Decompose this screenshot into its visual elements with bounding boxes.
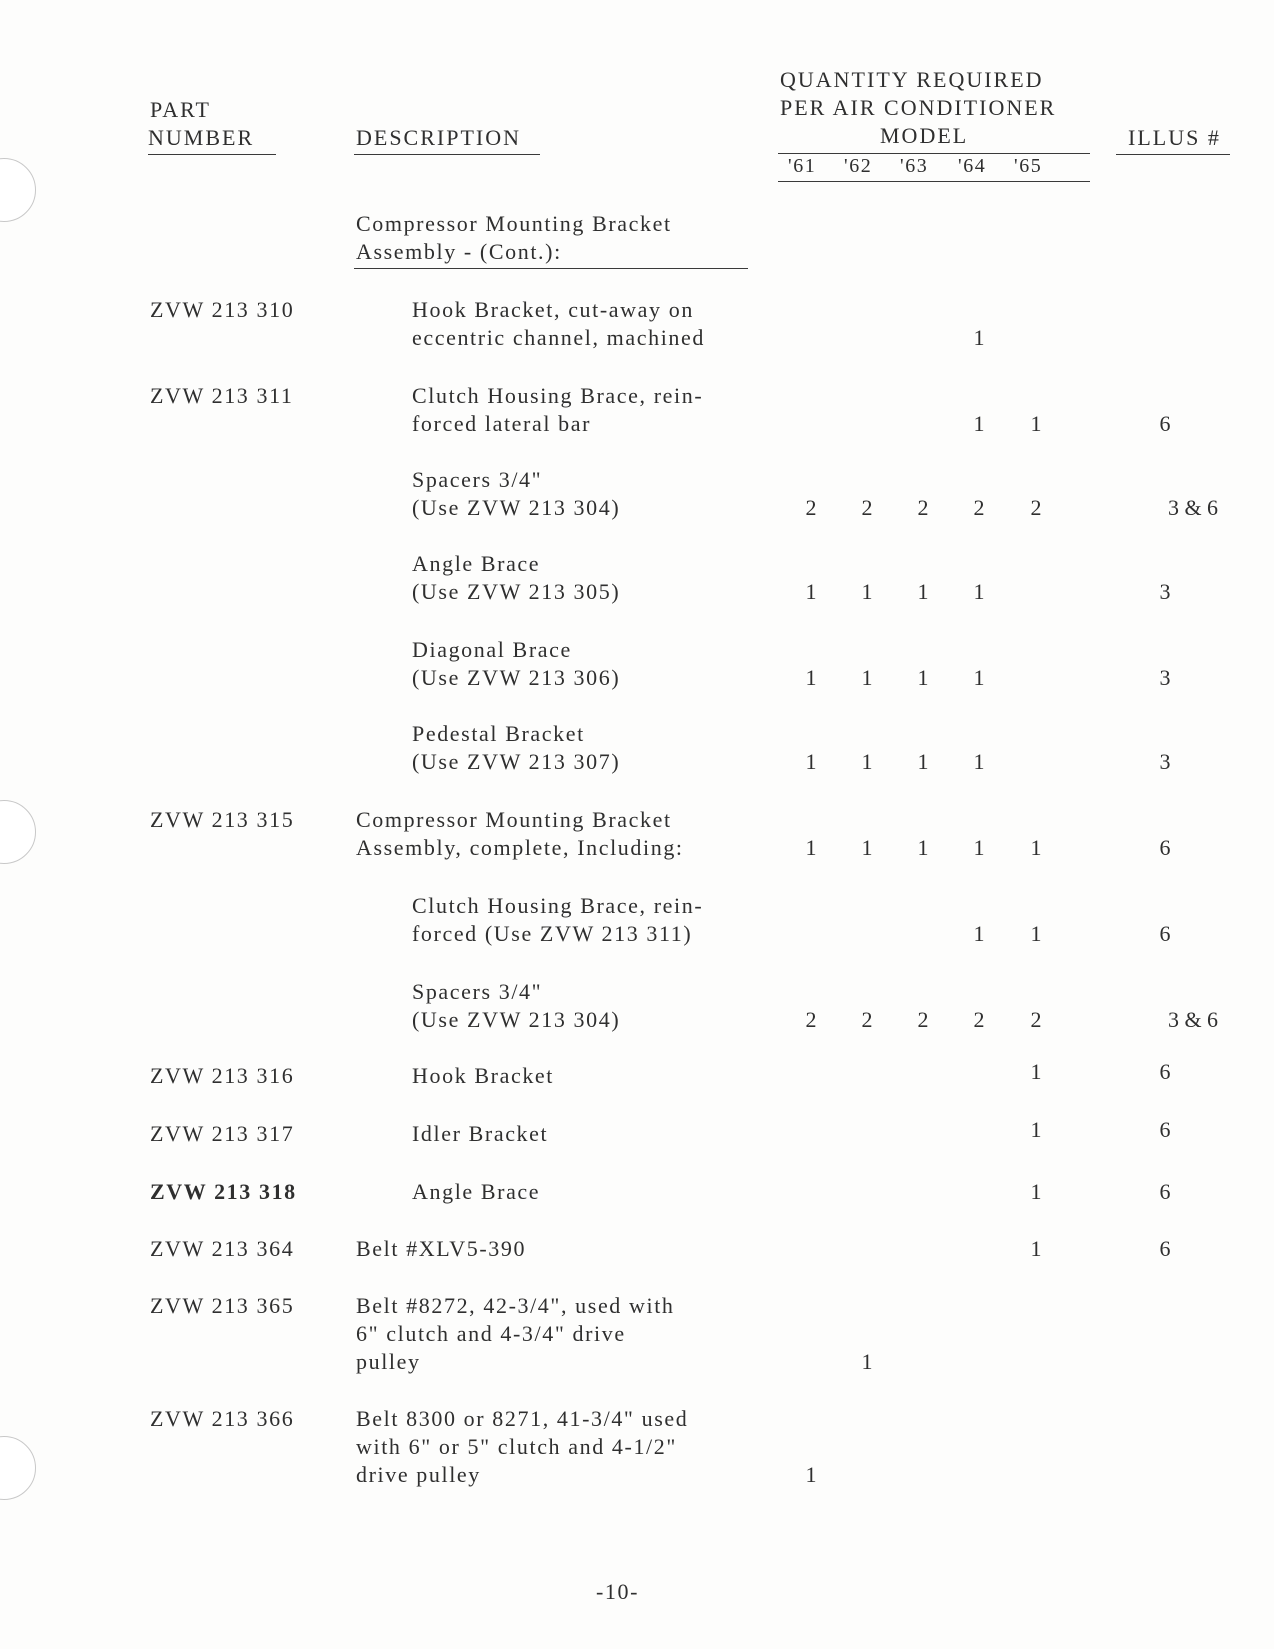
section-heading-line-2: Assembly - (Cont.): [356,239,562,264]
header-illus: ILLUS # [1128,125,1221,150]
illus-ref: 6 [1159,835,1171,860]
qty-65: 1 [1030,1059,1042,1084]
header-quantity-line-2: PER AIR CONDITIONER [780,95,1057,120]
qty-63: 2 [917,495,929,520]
description-line: (Use ZVW 213 304) [412,495,621,520]
qty-61: 1 [805,749,817,774]
qty-61: 1 [805,835,817,860]
part-number: ZVW 213 318 [150,1179,297,1204]
part-number: ZVW 213 364 [150,1236,295,1261]
qty-65: 1 [1030,835,1042,860]
qty-62: 1 [861,749,873,774]
description-line: Hook Bracket [412,1063,554,1088]
illus-ref: 3 [1159,579,1171,604]
section-heading-line-1: Compressor Mounting Bracket [356,211,672,236]
description-line: Hook Bracket, cut-away on [412,297,694,322]
qty-64: 1 [973,749,985,774]
description-line: 6" clutch and 4-3/4" drive [356,1321,626,1346]
qty-63: 1 [917,835,929,860]
qty-63: 2 [917,1007,929,1032]
description-line: Belt #8272, 42-3/4", used with [356,1293,675,1318]
description-line: (Use ZVW 213 306) [412,665,621,690]
qty-65: 2 [1030,495,1042,520]
description-line: drive pulley [356,1462,481,1487]
part-number: ZVW 213 315 [150,807,295,832]
description-line: forced (Use ZVW 213 311) [412,921,693,946]
qty-62: 2 [861,1007,873,1032]
header-part-underline [148,154,276,155]
description-line: (Use ZVW 213 304) [412,1007,621,1032]
qty-65: 2 [1030,1007,1042,1032]
illus-ref: 6 [1159,921,1171,946]
qty-62: 1 [861,665,873,690]
illus-ref: 6 [1159,1117,1171,1142]
illus-ref: 3 & 6 [1167,1007,1219,1032]
binder-hole-top [0,158,36,222]
header-year-63: '63 [900,155,929,177]
header-model-underline [778,153,1090,154]
description-line: Clutch Housing Brace, rein- [412,383,704,408]
header-illus-underline [1116,154,1230,155]
description-line: (Use ZVW 213 305) [412,579,621,604]
qty-64: 2 [973,1007,985,1032]
illus-ref: 3 [1159,665,1171,690]
description-line: Spacers 3/4" [412,979,543,1004]
qty-61: 1 [805,579,817,604]
description-line: forced lateral bar [412,411,592,436]
qty-65: 1 [1030,411,1042,436]
binder-hole-bottom [0,1436,36,1500]
description-line: Pedestal Bracket [412,721,585,746]
part-number: ZVW 213 366 [150,1406,295,1431]
qty-64: 1 [973,921,985,946]
description-line: pulley [356,1349,421,1374]
part-number: ZVW 213 316 [150,1063,295,1088]
description-line: Angle Brace [412,1179,541,1204]
description-line: Compressor Mounting Bracket [356,807,672,832]
section-heading-underline [354,268,748,269]
header-quantity-line-3: MODEL [880,123,969,148]
qty-62: 2 [861,495,873,520]
description-line: Belt 8300 or 8271, 41-3/4" used [356,1406,689,1431]
header-part-line-2: NUMBER [148,125,255,150]
qty-61: 1 [805,665,817,690]
description-line: Belt #XLV5-390 [356,1236,527,1261]
qty-64: 2 [973,495,985,520]
qty-63: 1 [917,579,929,604]
qty-64: 1 [973,411,985,436]
qty-63: 1 [917,665,929,690]
qty-63: 1 [917,749,929,774]
qty-61: 2 [805,495,817,520]
part-number: ZVW 213 310 [150,297,295,322]
description-line: (Use ZVW 213 307) [412,749,621,774]
qty-65: 1 [1030,1236,1042,1261]
qty-62: 1 [861,1349,873,1374]
description-line: Diagonal Brace [412,637,572,662]
qty-61: 2 [805,1007,817,1032]
illus-ref: 6 [1159,1236,1171,1261]
description-line: Idler Bracket [412,1121,549,1146]
header-year-65: '65 [1014,155,1043,177]
illus-ref: 3 [1159,749,1171,774]
qty-61: 1 [805,1462,817,1487]
qty-64: 1 [973,579,985,604]
qty-64: 1 [973,665,985,690]
qty-62: 1 [861,835,873,860]
header-year-62: '62 [844,155,873,177]
qty-65: 1 [1030,921,1042,946]
illus-ref: 6 [1159,411,1171,436]
header-description: DESCRIPTION [356,125,522,150]
description-line: Angle Brace [412,551,541,576]
illus-ref: 6 [1159,1059,1171,1084]
header-years-underline [778,181,1090,182]
binder-hole-middle [0,800,36,864]
header-year-64: '64 [958,155,987,177]
qty-65: 1 [1030,1117,1042,1142]
description-line: Assembly, complete, Including: [356,835,684,860]
header-year-61: '61 [788,155,817,177]
qty-64: 1 [973,325,985,350]
header-part-line-1: PART [150,97,211,122]
qty-65: 1 [1030,1179,1042,1204]
illus-ref: 3 & 6 [1167,495,1219,520]
part-number: ZVW 213 365 [150,1293,295,1318]
qty-62: 1 [861,579,873,604]
part-number: ZVW 213 311 [150,383,294,408]
part-number: ZVW 213 317 [150,1121,295,1146]
page-number: -10- [596,1579,640,1604]
description-line: Spacers 3/4" [412,467,543,492]
description-line: eccentric channel, machined [412,325,705,350]
illus-ref: 6 [1159,1179,1171,1204]
qty-64: 1 [973,835,985,860]
description-line: Clutch Housing Brace, rein- [412,893,704,918]
description-line: with 6" or 5" clutch and 4-1/2" [356,1434,677,1459]
header-description-underline [354,154,540,155]
header-quantity-line-1: QUANTITY REQUIRED [780,67,1044,92]
